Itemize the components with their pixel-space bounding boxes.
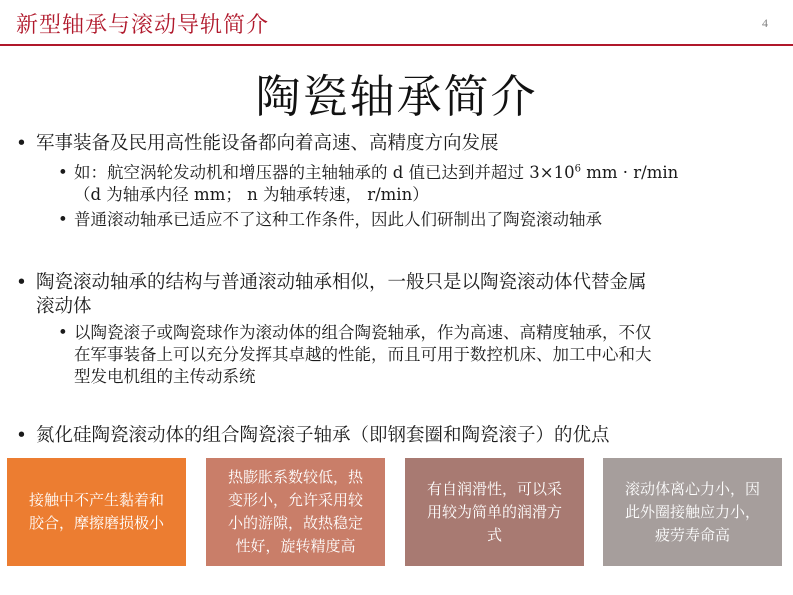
sub-bullet-text: 普通滚动轴承已适应不了这种工作条件，因此人们研制出了陶瓷滚动轴承 [74, 210, 602, 229]
sub-bullet-item [58, 162, 783, 206]
bullet-text [16, 271, 776, 319]
text-line2: 滚动体 [36, 296, 92, 317]
text-line1: 接触中不产生黏着和 [28, 491, 164, 509]
text-line1: 滚动体离心力小，因 [624, 479, 760, 498]
text-line3: 型发电机组的主传动系统 [74, 367, 256, 386]
text-pre: 如：航空涡轮发动机和增压器的主轴轴承的 d 值已达到并超过 3×10 [74, 163, 575, 182]
bullet-dot-icon: • [16, 425, 27, 446]
advantage-text [228, 466, 363, 558]
slide-title: 陶瓷轴承简介 [255, 70, 538, 123]
advantage-text [625, 478, 760, 547]
text-unit: mm · r/min [581, 163, 679, 182]
bullet-dot-icon: • [16, 133, 27, 154]
bullet-dot-icon: • [16, 272, 27, 293]
bullet-item [16, 271, 776, 319]
text-line2: 此外圈接触应力小， [624, 502, 760, 521]
text-line3: 小的游隙，故热稳定 [227, 514, 363, 532]
bullet-item [16, 132, 776, 156]
advantage-box [206, 458, 385, 566]
text-line2: 胶合，摩擦磨损极小 [28, 514, 164, 532]
text-line2: 变形小，允许采用较 [227, 491, 363, 509]
text-line2: （d 为轴承内径 mm； n 为轴承转速， r/min） [74, 185, 429, 204]
advantage-text [427, 478, 562, 547]
page-number: 4 [762, 16, 768, 30]
advantage-box [405, 458, 584, 566]
bullet-dot-icon: • [58, 210, 68, 229]
bullet-dot-icon: • [58, 163, 68, 182]
text-line2: 用较为简单的润滑方 [426, 502, 562, 521]
bullet-item [16, 424, 776, 448]
bullet-text: 军事装备及民用高性能设备都向着高速、高精度方向发展 [36, 133, 499, 154]
header-divider [0, 44, 793, 46]
sub-bullet-item [58, 209, 783, 231]
advantage-box [7, 458, 186, 566]
text-line1: 热膨胀系数较低，热 [227, 468, 363, 486]
sub-bullet-text [58, 322, 783, 388]
sub-bullet-text [58, 162, 783, 206]
header-title: 新型轴承与滚动导轨简介 [16, 13, 270, 38]
text-line3: 式 [486, 525, 502, 544]
advantage-text [29, 489, 164, 535]
bullet-text: 氮化硅陶瓷滚动体的组合陶瓷滚子轴承（即钢套圈和陶瓷滚子）的优点 [36, 425, 610, 446]
text-line1: 以陶瓷滚子或陶瓷球作为滚动体的组合陶瓷轴承，作为高速、高精度轴承，不仅 [74, 323, 652, 342]
advantage-box [603, 458, 782, 566]
text-line2: 在军事装备上可以充分发挥其卓越的性能，而且可用于数控机床、加工中心和大 [74, 345, 652, 364]
sub-bullet-item [58, 322, 783, 388]
text-line3: 疲劳寿命高 [654, 525, 730, 544]
text-line1: 有自润滑性，可以采 [426, 479, 562, 498]
exponent: 6 [574, 163, 581, 175]
text-line4: 性好，旋转精度高 [235, 537, 356, 555]
bullet-dot-icon: • [58, 323, 68, 342]
text-line1: 陶瓷滚动轴承的结构与普通滚动轴承相似，一般只是以陶瓷滚动体代替金属 [36, 272, 647, 293]
